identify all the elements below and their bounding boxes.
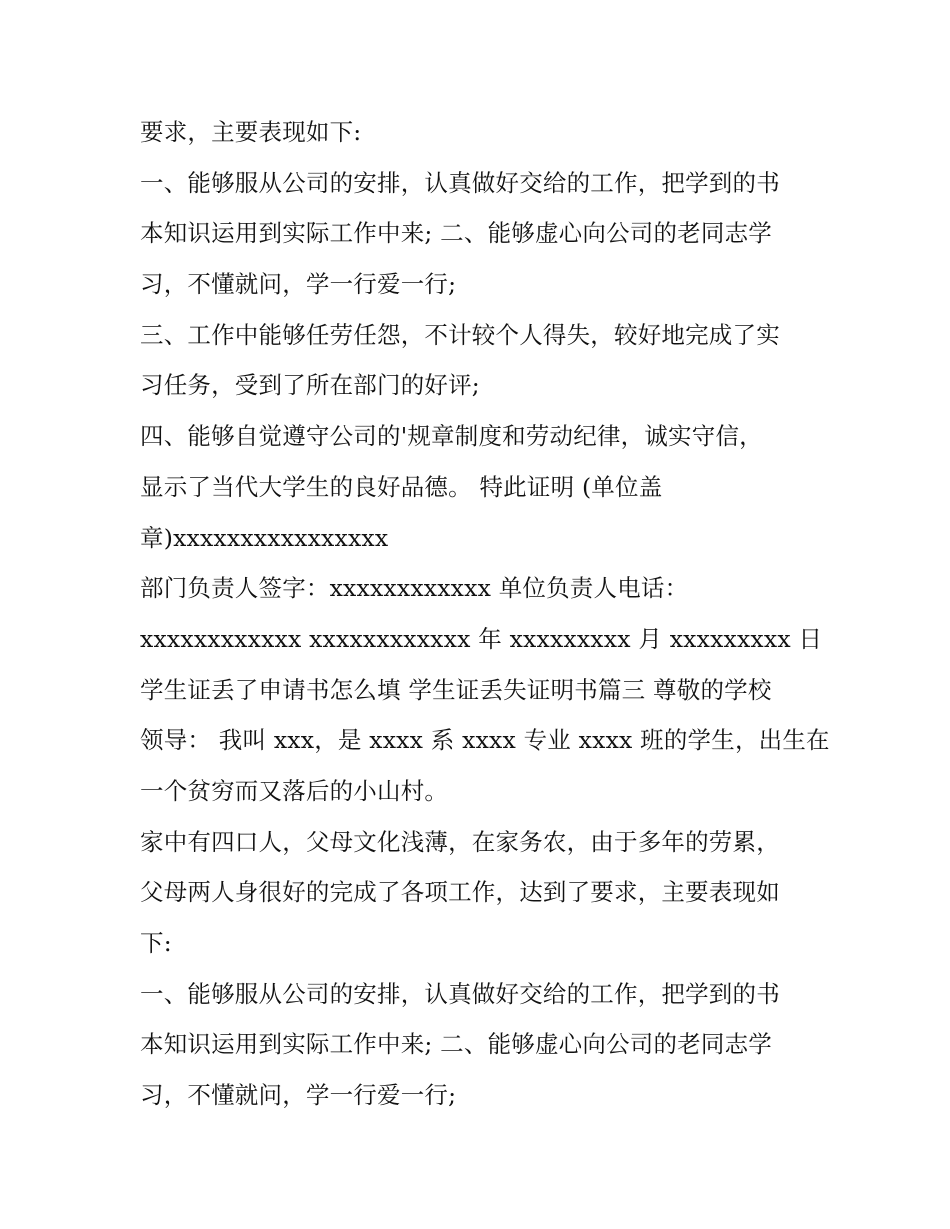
text-line: 三、工作中能够任劳任怨，不计较个人得失，较好地完成了实 (140, 320, 780, 349)
text-line: 要求，主要表现如下: (140, 118, 362, 146)
text-line: xxxxxxxxxxxx xxxxxxxxxxxx 年 xxxxxxxxx 月 xxxxxxxxx 日 (140, 624, 823, 653)
text-line: 学生证丢了申请书怎么填 学生证丢失证明书篇三 尊敬的学校 (140, 675, 772, 704)
text-line: 习任务，受到了所在部门的好评; (140, 371, 480, 400)
text-line: 下: (140, 929, 172, 957)
text-line: 习，不懂就问，学一行爱一行; (140, 1081, 457, 1110)
document-body (140, 107, 830, 1121)
text-line: 父母两人身很好的完成了各项工作，达到了要求，主要表现如 (140, 878, 780, 907)
text-line: 领导： 我叫 xxx，是 xxxx 系 xxxx 专业 xxxx 班的学生，出生在 (140, 726, 830, 755)
text-line: 一、能够服从公司的安排，认真做好交给的工作，把学到的书 (140, 168, 780, 197)
text-line: 本知识运用到实际工作中来; 二、能够虚心向公司的老同志学 (140, 219, 772, 248)
text-line: 本知识运用到实际工作中来; 二、能够虚心向公司的老同志学 (140, 1030, 772, 1059)
text-line: 章)xxxxxxxxxxxxxxxx (140, 523, 389, 552)
text-line: 习，不懂就问，学一行爱一行; (140, 270, 457, 299)
text-line: 家中有四口人，父母文化浅薄，在家务农，由于多年的劳累， (140, 827, 780, 856)
text-line: 四、能够自觉遵守公司的'规章制度和劳动纪律，诚实守信， (140, 422, 763, 451)
text-line: 一个贫穷而又落后的小山村。 (140, 776, 449, 805)
text-line: 显示了当代大学生的良好品德。 特此证明 (单位盖 (140, 472, 663, 501)
text-line: 部门负责人签字：xxxxxxxxxxxx 单位负责人电话： (140, 574, 689, 603)
text-line: 一、能够服从公司的安排，认真做好交给的工作，把学到的书 (140, 979, 780, 1008)
